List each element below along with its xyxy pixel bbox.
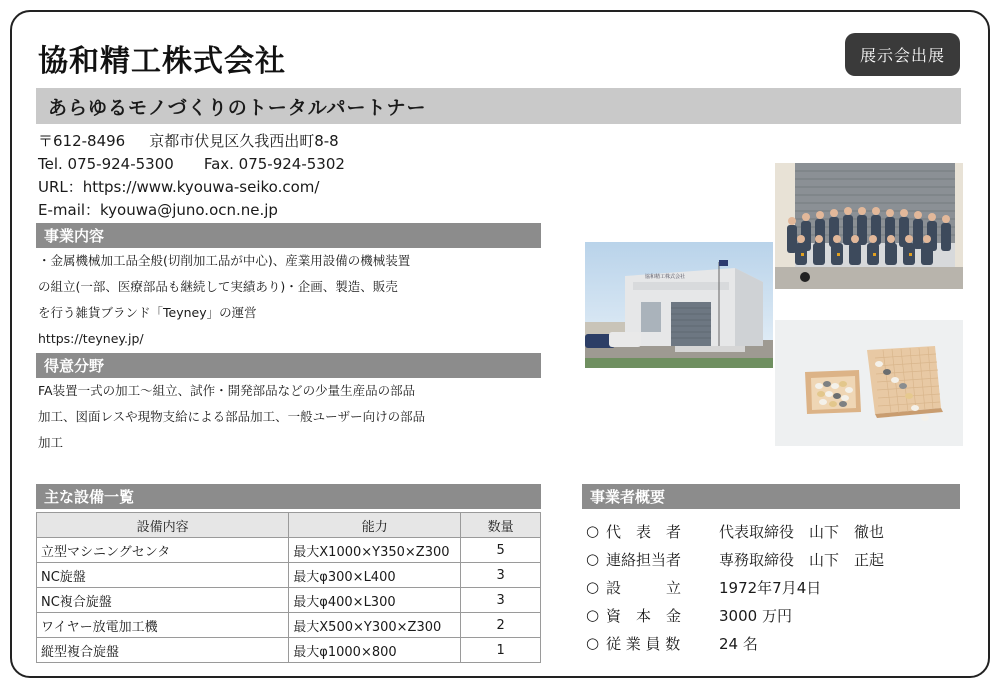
equipment-capacity: 最大X1000×Y350×Z300 (289, 538, 461, 563)
table-row (37, 588, 541, 613)
product-photo (775, 320, 963, 446)
equipment-qty: 3 (461, 563, 541, 588)
address: 京都市伏見区久我西出町8-8 (149, 132, 339, 150)
circle-bullet-icon: ○ (586, 578, 600, 596)
profile-row-employees (586, 629, 884, 657)
table-row (37, 613, 541, 638)
equipment-heading: 主な設備一覧 (36, 484, 541, 509)
specialty-line: 加工 (38, 435, 64, 450)
business-text (38, 248, 410, 352)
business-line: を行う雑貨ブランド「Teyney」の運営 (38, 305, 257, 320)
building-photo (585, 242, 773, 368)
tagline-bar: あらゆるモノづくりのトータルパートナー (36, 88, 961, 124)
building-sign: 協和精工株式会社 (645, 274, 686, 280)
column-header: 能力 (289, 513, 461, 538)
equipment-qty: 5 (461, 538, 541, 563)
equipment-qty: 3 (461, 588, 541, 613)
equipment-name: 縦型複合旋盤 (37, 638, 289, 663)
address-row (38, 130, 345, 153)
circle-bullet-icon: ○ (586, 550, 600, 568)
fax: Fax. 075-924-5302 (203, 155, 345, 173)
equipment-qty: 1 (461, 638, 541, 663)
profile-row-founded (586, 573, 884, 601)
profile-row-representative (586, 517, 884, 545)
equipment-capacity: 最大φ300×L400 (289, 563, 461, 588)
column-header: 数量 (461, 513, 541, 538)
circle-bullet-icon: ○ (586, 522, 600, 540)
url-link[interactable]: URL：https://www.kyouwa-seiko.com/ (38, 178, 320, 196)
contact-block (38, 130, 345, 222)
specialty-line: FA装置一式の加工～組立、試作・開発部品などの少量生産品の部品 (38, 383, 416, 398)
table-row (37, 638, 541, 663)
equipment-capacity: 最大X500×Y300×Z300 (289, 613, 461, 638)
phone-row (38, 153, 345, 176)
profile-row-contact (586, 545, 884, 573)
profile-label: 代 表 者 (606, 522, 682, 541)
specialty-line: 加工、図面レスや現物支給による部品加工、一般ユーザー向けの部品 (38, 409, 426, 424)
exhibit-badge[interactable]: 展示会出展 (845, 33, 960, 76)
equipment-name: NC旋盤 (37, 563, 289, 588)
profile-list (586, 517, 884, 657)
circle-bullet-icon: ○ (586, 634, 600, 652)
circle-bullet-icon: ○ (586, 606, 600, 624)
equipment-capacity: 最大φ400×L300 (289, 588, 461, 613)
table-row (37, 538, 541, 563)
business-line: ・金属機械加工品全般(切削加工品が中心)、産業用設備の機械装置 (38, 253, 411, 268)
column-header: 設備内容 (37, 513, 289, 538)
profile-value: 1972年7月4日 (719, 578, 822, 597)
profile-label: 資 本 金 (606, 606, 682, 625)
staff-group-photo (775, 163, 963, 289)
table-header-row (37, 513, 541, 538)
equipment-capacity: 最大φ1000×800 (289, 638, 461, 663)
specialty-text (38, 378, 425, 456)
email-link[interactable]: E-mail：kyouwa@juno.ocn.ne.jp (38, 201, 278, 219)
postal-code: 〒612-8496 (38, 132, 126, 150)
profile-value: 専務取締役 山下 正起 (719, 550, 885, 569)
profile-value: 代表取締役 山下 徹也 (719, 522, 885, 541)
profile-label: 設 立 (606, 578, 682, 597)
profile-label: 連絡担当者 (606, 550, 682, 569)
business-line: の組立(一部、医療部品も継続して実績あり)・企画、製造、販売 (38, 279, 398, 294)
equipment-name: 立型マシニングセンタ (37, 538, 289, 563)
teyney-link[interactable]: https://teyney.jp/ (38, 331, 144, 346)
profile-value: 3000 万円 (719, 606, 792, 625)
profile-label: 従 業 員 数 (606, 634, 681, 653)
tel: Tel. 075-924-5300 (38, 155, 174, 173)
business-heading: 事業内容 (36, 223, 541, 248)
equipment-name: NC複合旋盤 (37, 588, 289, 613)
company-name: 協和精工株式会社 (38, 44, 286, 79)
table-row (37, 563, 541, 588)
equipment-table (36, 512, 541, 663)
specialty-heading: 得意分野 (36, 353, 541, 378)
profile-heading: 事業者概要 (582, 484, 960, 509)
equipment-name: ワイヤー放電加工機 (37, 613, 289, 638)
profile-value: 24 名 (719, 634, 758, 653)
profile-row-capital (586, 601, 884, 629)
equipment-qty: 2 (461, 613, 541, 638)
